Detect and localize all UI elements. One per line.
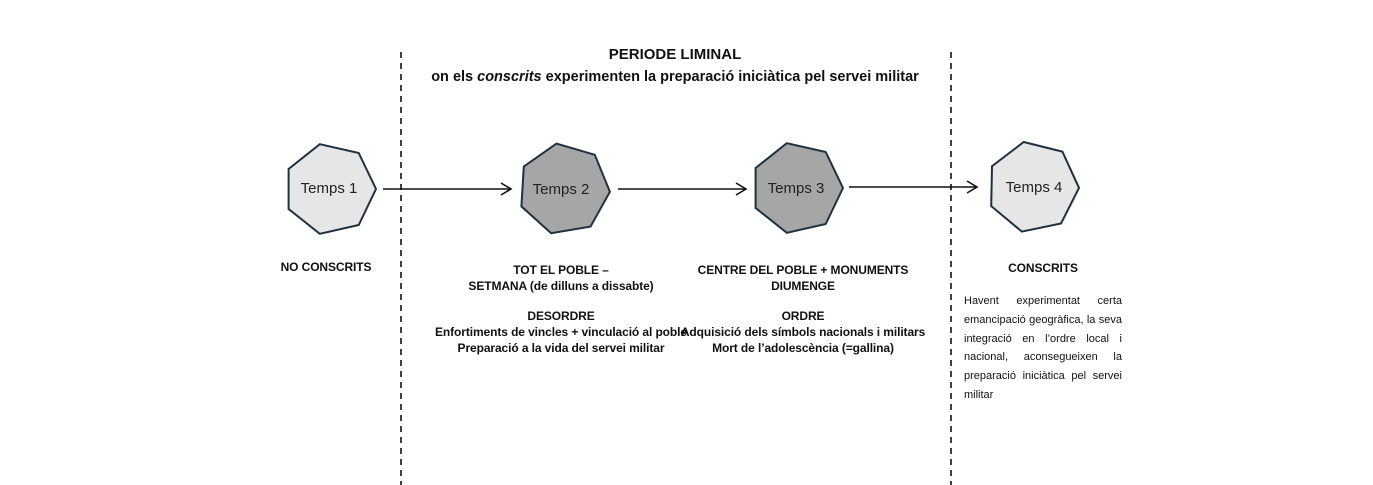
title-prefix: on els — [431, 69, 478, 85]
node-label-temps-2: Temps 2 — [532, 181, 590, 198]
caption-t2-line-5: Preparació a la vida del servei militar — [457, 341, 665, 355]
caption-t1-heading: NO CONSCRITS — [280, 260, 372, 274]
title-suffix: experimenten la preparació iniciàtica pel servei militar — [541, 69, 919, 85]
caption-t4-heading: CONSCRITS — [1008, 261, 1078, 275]
caption-t3-line-1: CENTRE DEL POBLE + MONUMENTS — [697, 263, 909, 277]
node-label-temps-1: Temps 1 — [300, 180, 358, 197]
title-line-2 — [380, 66, 970, 88]
caption-t3-line-5: Mort de l’adolescència (=gallina) — [712, 341, 894, 355]
title-italic-word: conscrits — [477, 69, 542, 85]
caption-temps-4 — [983, 260, 1103, 276]
caption-t2-line-2: SETMANA (de dilluns a dissabte) — [468, 279, 654, 293]
node-label-temps-4: Temps 4 — [1005, 179, 1063, 196]
diagram-title — [380, 44, 970, 88]
caption-t2-line-1: TOT EL POBLE – — [513, 263, 609, 277]
node-label-temps-3: Temps 3 — [767, 180, 825, 197]
caption-temps-2 — [430, 262, 692, 356]
caption-t3-line-3: ORDRE — [781, 309, 825, 323]
caption-temps-1 — [266, 259, 386, 275]
caption-t2-line-4: Enfortiments de vincles + vinculació al poble — [435, 325, 687, 339]
arrow-3-4 — [849, 181, 977, 193]
arrow-1-2 — [383, 183, 511, 195]
arrow-2-3 — [618, 183, 746, 195]
caption-t3-line-2: DIUMENGE — [771, 279, 835, 293]
caption-t3-line-4: Adquisició dels símbols nacionals i militars — [680, 325, 926, 339]
title-line-1: PERIODE LIMINAL — [608, 46, 742, 63]
caption-t2-line-3: DESORDRE — [527, 309, 595, 323]
caption-temps-3 — [672, 262, 934, 356]
caption-t4-paragraph: Havent experimentat certa emancipació geogràfica, la seva integració en l’ordre local i nacional, aconsegueixen la preparació iniciàtica pel servei militar — [964, 295, 1122, 401]
